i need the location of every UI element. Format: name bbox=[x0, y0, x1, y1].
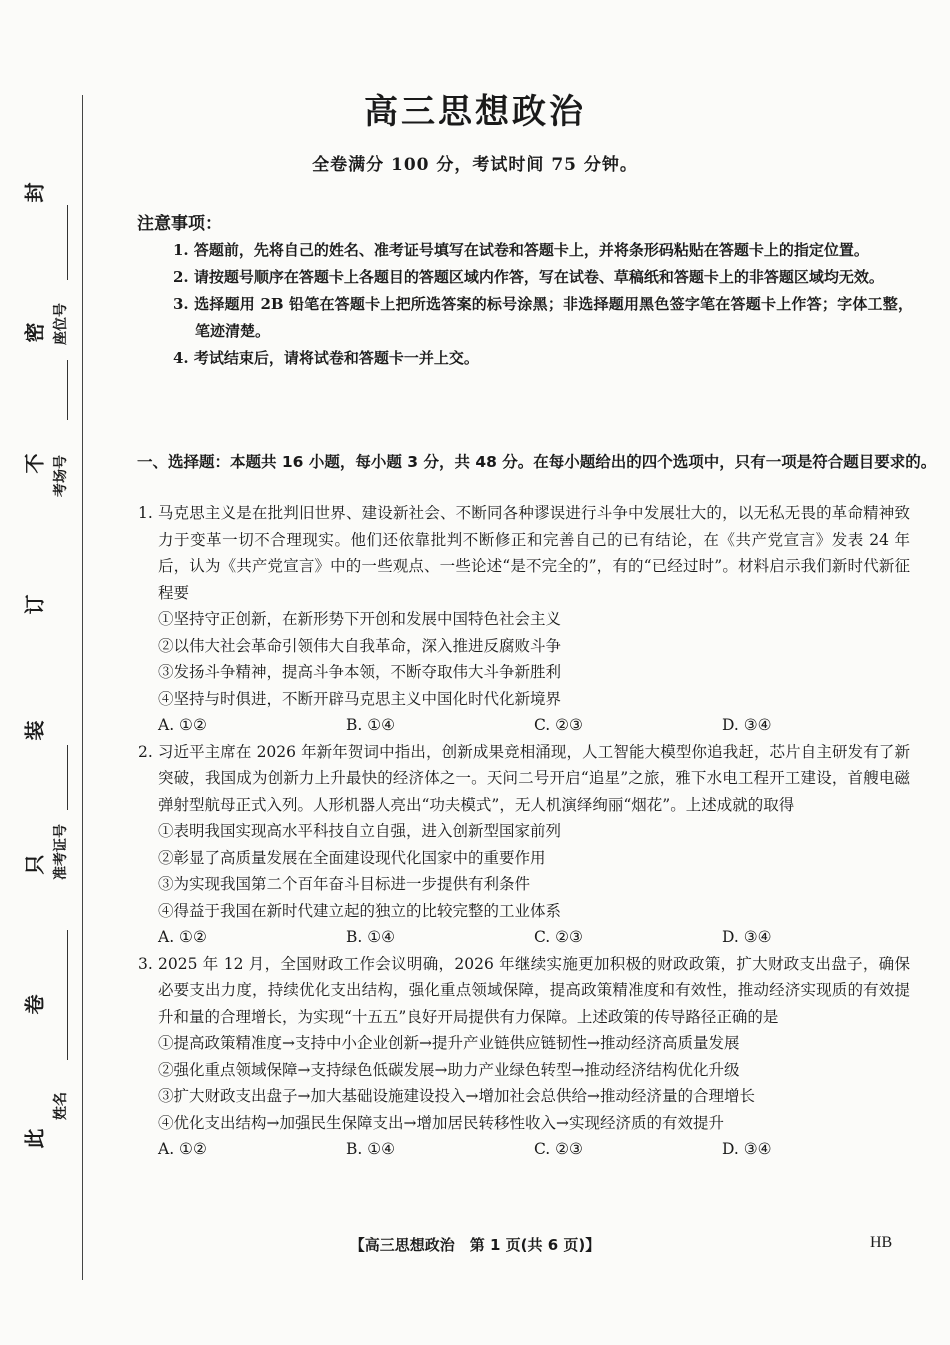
question-stem: 3. 2025 年 12 月，全国财政工作会议明确，2026 年继续实施更加积极的财政政策，扩大财政支出盘子，确保必要支出力度，持续优化支出结构，强化重点领域保障，提高政策精准度和有效性，推动经济实现质的有效提升和量的合理增长，为实现“十五五”良好开局提供有力保障。上述政策的传导路径正确的是 bbox=[138, 954, 910, 1026]
statement: ①提高政策精准度→支持中小企业创新→提升产业链供应链韧性→推动经济高质量发展 bbox=[158, 1034, 740, 1052]
question-stem: 2. 习近平主席在 2026 年新年贺词中指出，创新成果竞相涌现，人工智能大模型你追我赶，芯片自主研发有了新突破，我国成为创新力上升最快的经济体之一。天问二号开启“追星”之旅，雅下水电工程开工建设，首艘电磁弹射型航母正式入列。人形机器人亮出“功夫模式”，无人机演绎绚丽“烟花”。上述成就的取得 bbox=[138, 742, 910, 814]
note-item: 2. 请按题号顺序在答题卡上各题目的答题区域内作答，写在试卷、草稿纸和答题卡上的非答题区域均无效。 bbox=[173, 268, 884, 286]
option-a[interactable]: A. ①② bbox=[158, 716, 207, 734]
binding-line bbox=[82, 95, 83, 1280]
notes-list bbox=[173, 237, 913, 372]
name-line[interactable] bbox=[67, 930, 68, 1060]
statement: ②以伟大社会革命引领伟大自我革命，深入推进反腐败斗争 bbox=[158, 636, 562, 655]
edition-code: HB bbox=[870, 1234, 893, 1251]
answer-options bbox=[138, 1136, 910, 1163]
seal-char-mi: 密 bbox=[22, 322, 47, 343]
section-header: 一、选择题：本题共 16 小题，每小题 3 分，共 48 分。在每小题给出的四个选项中，只有一项是符合题目要求的。 bbox=[137, 453, 937, 471]
statement: ②强化重点领域保障→支持绿色低碳发展→助力产业绿色转型→推动经济结构优化升级 bbox=[158, 1060, 740, 1079]
room-number-label: 考场号 bbox=[53, 455, 69, 497]
option-d[interactable]: D. ③④ bbox=[722, 928, 772, 946]
seal-char-bu: 不 bbox=[22, 453, 47, 474]
option-c[interactable]: C. ②③ bbox=[534, 716, 583, 734]
seal-char-ci: 此 bbox=[22, 1128, 47, 1149]
ticket-number-label: 准考证号 bbox=[53, 824, 69, 880]
note-item: 4. 考试结束后，请将试卷和答题卡一并上交。 bbox=[173, 349, 479, 367]
name-label: 姓名 bbox=[53, 1092, 69, 1120]
statement: ①坚持守正创新，在新形势下开创和发展中国特色社会主义 bbox=[158, 610, 562, 628]
statement: ④得益于我国在新时代建立起的独立的比较完整的工业体系 bbox=[158, 901, 562, 920]
room-number-line[interactable] bbox=[67, 360, 68, 420]
page-title: 高三思想政治 bbox=[364, 92, 586, 132]
seal-char-zhuang: 装 bbox=[22, 720, 47, 741]
seat-number-label: 座位号 bbox=[53, 303, 69, 345]
option-a[interactable]: A. ①② bbox=[158, 928, 207, 946]
seal-char-ding: 订 bbox=[22, 594, 47, 615]
exam-info: 全卷满分 100 分，考试时间 75 分钟。 bbox=[312, 155, 638, 175]
option-d[interactable]: D. ③④ bbox=[722, 1140, 772, 1158]
question-3 bbox=[138, 951, 910, 1163]
answer-options bbox=[138, 924, 910, 951]
statement: ③为实现我国第二个百年奋斗目标进一步提供有利条件 bbox=[158, 875, 531, 893]
option-c[interactable]: C. ②③ bbox=[534, 928, 583, 946]
question-1 bbox=[138, 500, 910, 739]
statement: ④优化支出结构→加强民生保障支出→增加居民转移性收入→实现经济质的有效提升 bbox=[158, 1113, 724, 1132]
option-c[interactable]: C. ②③ bbox=[534, 1140, 583, 1158]
option-b[interactable]: B. ①④ bbox=[346, 716, 396, 734]
note-item: 1. 答题前，先将自己的姓名、准考证号填写在试卷和答题卡上，并将条形码粘贴在答题卡上的指定位置。 bbox=[173, 241, 869, 259]
answer-options bbox=[138, 712, 910, 739]
statement: ④坚持与时俱进，不断开辟马克思主义中国化时代化新境界 bbox=[158, 689, 562, 708]
seal-char-feng: 封 bbox=[22, 182, 47, 203]
ticket-number-line[interactable] bbox=[67, 745, 68, 810]
option-a[interactable]: A. ①② bbox=[158, 1140, 207, 1158]
seal-char-zhi: 只 bbox=[22, 854, 47, 875]
option-b[interactable]: B. ①④ bbox=[346, 928, 396, 946]
statement: ②彰显了高质量发展在全面建设现代化国家中的重要作用 bbox=[158, 848, 546, 867]
question-2 bbox=[138, 739, 910, 951]
notes-heading: 注意事项： bbox=[137, 214, 222, 234]
option-b[interactable]: B. ①④ bbox=[346, 1140, 396, 1158]
option-d[interactable]: D. ③④ bbox=[722, 716, 772, 734]
note-item: 3. 选择题用 2B 铅笔在答题卡上把所选答案的标号涂黑；非选择题用黑色签字笔在答题卡上作答；字体工整，笔迹清楚。 bbox=[173, 295, 913, 340]
seal-char-juan: 卷 bbox=[22, 994, 47, 1015]
statement: ①表明我国实现高水平科技自立自强，进入创新型国家前列 bbox=[158, 822, 562, 840]
questions bbox=[138, 500, 910, 1163]
statement: ③扩大财政支出盘子→加大基础设施建设投入→增加社会总供给→推动经济量的合理增长 bbox=[158, 1087, 755, 1105]
page-footer: 【高三思想政治 第 1 页(共 6 页)】 bbox=[349, 1236, 601, 1254]
question-stem: 1. 马克思主义是在批判旧世界、建设新社会、不断同各种谬误进行斗争中发展壮大的，以无私无畏的革命精神致力于变革一切不合理现实。他们还依靠批判不断修正和完善自己的已有结论，在《共产党宣言》发表 24 年后，认为《共产党宣言》中的一些观点、一些论述“是不完全的”，有的“已经过时”。材料启示我们新时代新征程要 bbox=[138, 504, 910, 602]
seat-number-line[interactable] bbox=[67, 205, 68, 280]
statement: ③发扬斗争精神，提高斗争本领，不断夺取伟大斗争新胜利 bbox=[158, 663, 562, 681]
